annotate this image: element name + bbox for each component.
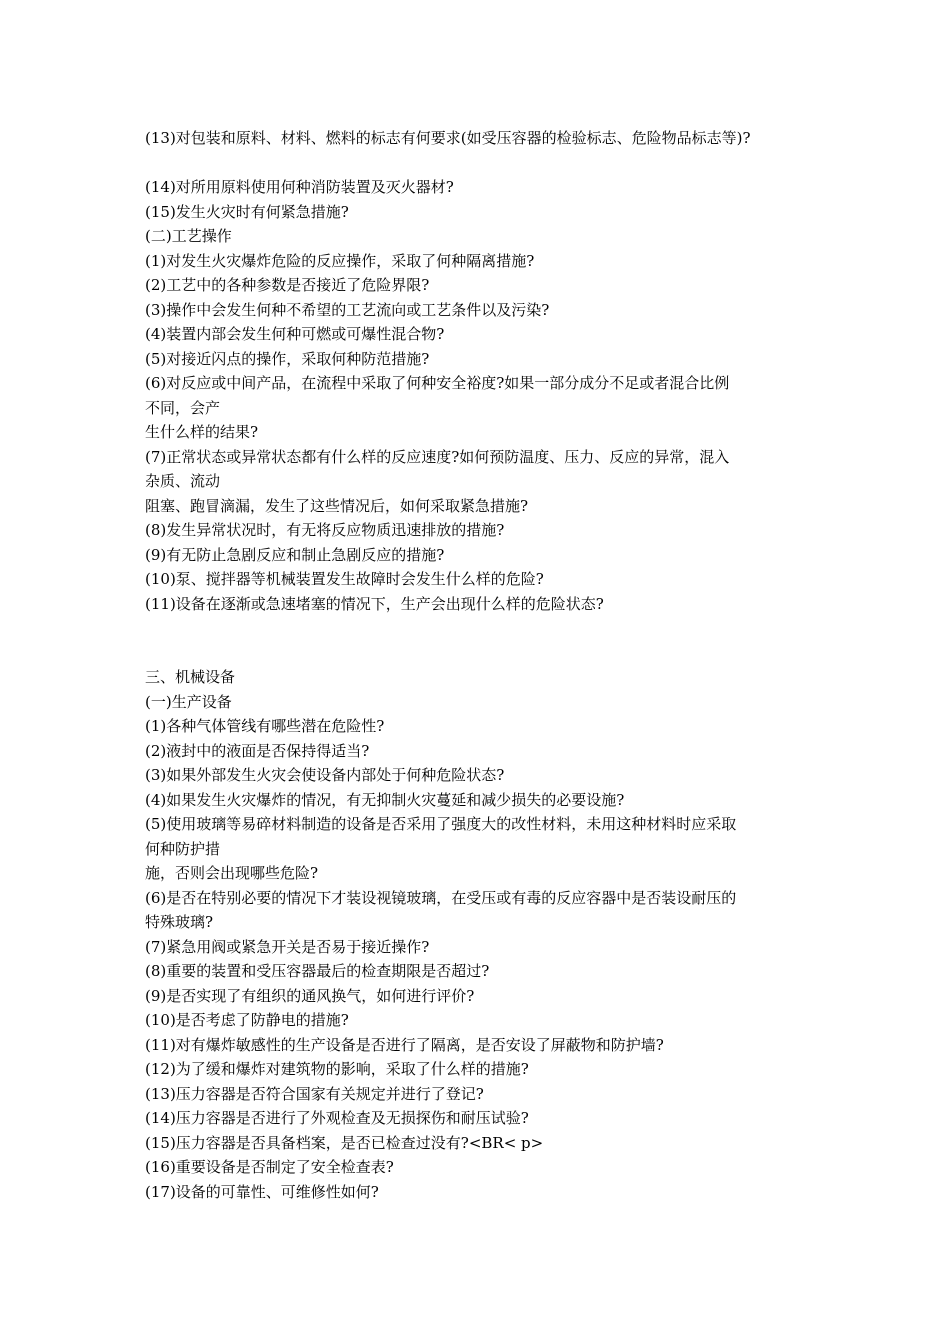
question-text: (2)工艺中的各种参数是否接近了危险界限? — [145, 276, 430, 294]
question-text: 杂质、流动 — [145, 472, 221, 490]
question-text: (15)压力容器是否具备档案，是否已检查过没有?<BR< p> — [145, 1133, 544, 1152]
question-text: (11)对有爆炸敏感性的生产设备是否进行了隔离，是否安设了屏蔽物和防护墙? — [145, 1035, 664, 1054]
question-text: (5)对接近闪点的操作，采取何种防范措施? — [145, 349, 430, 368]
question-text: 生什么样的结果? — [145, 423, 259, 441]
question-text: (10)是否考虑了防静电的措施? — [145, 1011, 349, 1029]
question-text: (11)设备在逐渐或急速堵塞的情况下，生产会出现什么样的危险状态? — [145, 594, 604, 613]
question-text: (13)对包装和原料、材料、燃料的标志有何要求(如受压容器的检验标志、危险物品标志等)? — [145, 129, 751, 147]
question-text: (9)是否实现了有组织的通风换气，如何进行评价? — [145, 986, 475, 1005]
question-text: (8)发生异常状况时，有无将反应物质迅速排放的措施? — [145, 521, 505, 539]
question-text: (6)是否在特别必要的情况下才装设视镜玻璃，在受压或有毒的反应容器中是否装设耐压的 — [145, 888, 737, 907]
question-text: (4)装置内部会发生何种可燃或可爆性混合物? — [145, 325, 445, 343]
question-text: 不同，会产 — [145, 398, 221, 417]
question-text: (9)有无防止急剧反应和制止急剧反应的措施? — [145, 545, 445, 564]
question-text: (7)紧急用阀或紧急开关是否易于接近操作? — [145, 937, 430, 956]
question-text: (17)设备的可靠性、可维修性如何? — [145, 1182, 379, 1201]
question-text: (5)使用玻璃等易碎材料制造的设备是否采用了强度大的改性材料，未用这种材料时应采取 — [145, 815, 737, 833]
question-text: 特殊玻璃? — [145, 913, 214, 931]
blank-line — [145, 151, 815, 176]
question-text: (14)对所用原料使用何种消防装置及灭火器材? — [145, 178, 454, 196]
question-text: (2)液封中的液面是否保持得适当? — [145, 741, 370, 760]
question-text: (16)重要设备是否制定了安全检查表? — [145, 1158, 394, 1176]
question-text: (12)为了缓和爆炸对建筑物的影响，采取了什么样的措施? — [145, 1060, 529, 1078]
question-text: (8)重要的装置和受压容器最后的检查期限是否超过? — [145, 962, 490, 980]
document-body — [145, 126, 815, 1204]
question-text: (14)压力容器是否进行了外观检查及无损探伤和耐压试验? — [145, 1109, 529, 1127]
question-text: (3)操作中会发生何种不希望的工艺流向或工艺条件以及污染? — [145, 300, 550, 319]
question-text: (1)各种气体管线有哪些潜在危险性? — [145, 717, 385, 735]
question-text: (7)正常状态或异常状态都有什么样的反应速度?如何预防温度、压力、反应的异常，混入 — [145, 447, 730, 466]
section-heading: (二)工艺操作 — [145, 227, 232, 245]
question-text: (1)对发生火灾爆炸危险的反应操作，采取了何种隔离措施? — [145, 251, 535, 270]
question-text: (6)对反应或中间产品，在流程中采取了何种安全裕度?如果一部分成分不足或者混合比例 — [145, 374, 730, 392]
question-text: 何种防护措 — [145, 839, 221, 858]
question-text: (4)如果发生火灾爆炸的情况，有无抑制火灾蔓延和减少损失的必要设施? — [145, 790, 625, 809]
question-text: 阻塞、跑冒滴漏，发生了这些情况后，如何采取紧急措施? — [145, 496, 529, 515]
question-text: (3)如果外部发生火灾会使设备内部处于何种危险状态? — [145, 766, 505, 784]
blank-line — [145, 616, 815, 665]
chapter-heading: 三、机械设备 — [145, 668, 236, 686]
question-text: (15)发生火灾时有何紧急措施? — [145, 202, 349, 221]
section-heading: (一)生产设备 — [145, 692, 232, 711]
question-text: (13)压力容器是否符合国家有关规定并进行了登记? — [145, 1084, 484, 1103]
question-text: 施，否则会出现哪些危险? — [145, 864, 319, 882]
question-text: (10)泵、搅拌器等机械装置发生故障时会发生什么样的危险? — [145, 570, 544, 588]
